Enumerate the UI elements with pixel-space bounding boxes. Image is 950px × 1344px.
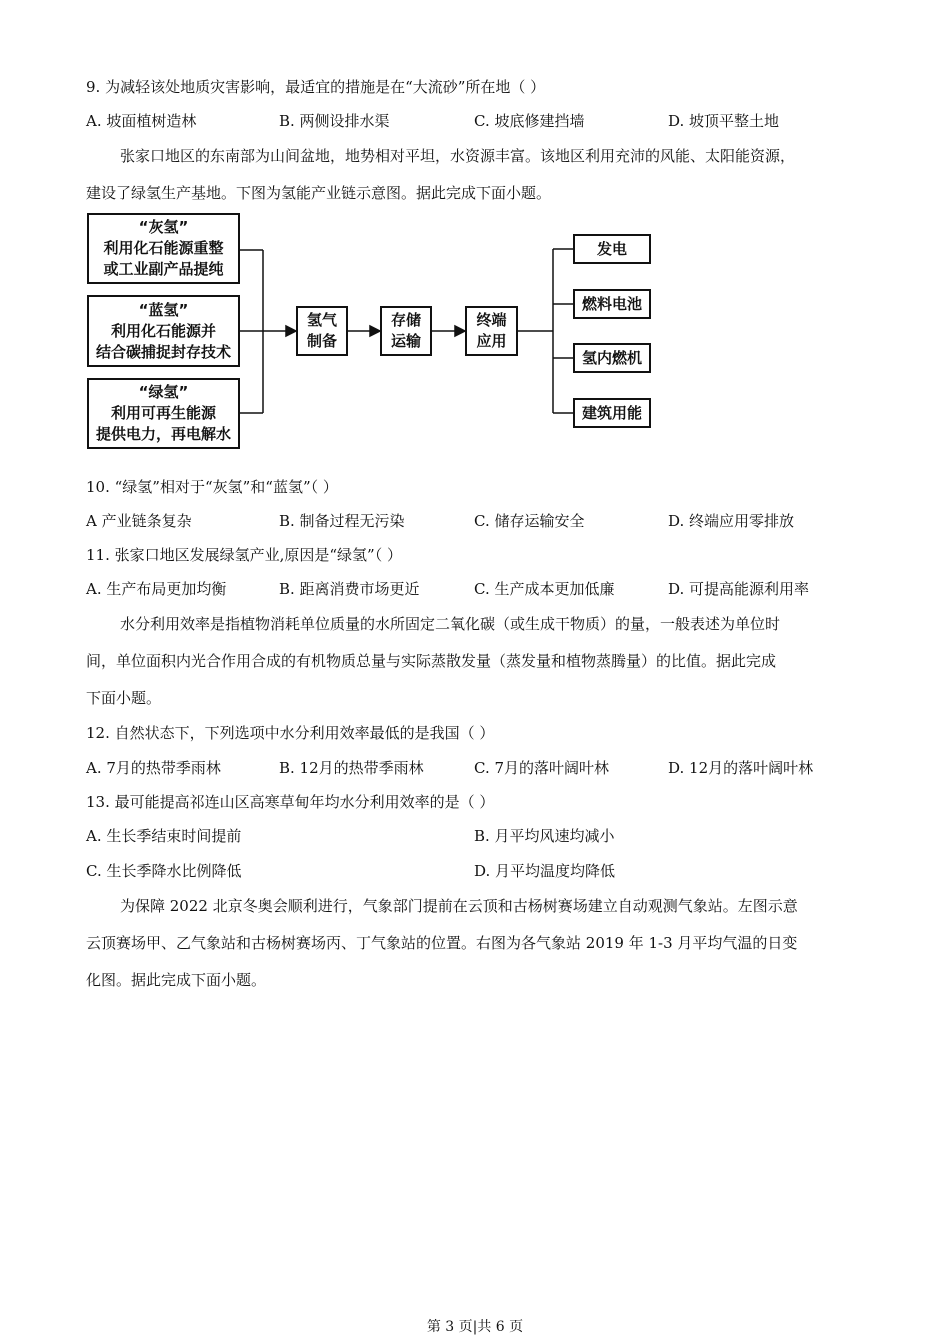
grey-hydrogen-name: “灰氢” [138, 218, 189, 236]
source-box-blue-hydrogen [87, 295, 240, 367]
step-box-production [296, 306, 348, 356]
q9-option-d: D. 坡顶平整土地 [668, 112, 780, 130]
q13-option-c: C. 生长季降水比例降低 [86, 862, 242, 880]
passage1-line-1: 张家口地区的东南部为山间盆地，地势相对平坦，水资源丰富。该地区利用充沛的风能、太阳能资源， [120, 147, 796, 165]
green-hydrogen-line-1: 利用可再生能源 [110, 404, 216, 422]
blue-hydrogen-line-2: 结合碳捕捉封存技术 [95, 342, 231, 361]
source-box-grey-hydrogen [87, 213, 240, 284]
q10-option-c: C. 储存运输安全 [474, 512, 585, 530]
passage3-line-2: 云顶赛场甲、乙气象站和古杨树赛场丙、丁气象站的位置。右图为各气象站 2019 年 1-3 月平均气温的日变 [86, 934, 798, 952]
q12-option-b: B. 12月的热带季雨林 [279, 759, 424, 777]
q11-option-a: A. 生产布局更加均衡 [86, 580, 227, 598]
blue-hydrogen-line-1: 利用化石能源并 [110, 321, 216, 340]
use-box-hydrogen-engine: 氢内燃机 [573, 343, 651, 373]
q13-option-d: D. 月平均温度均降低 [474, 862, 616, 880]
passage2-line-2: 间，单位面积内光合作用合成的有机物质总量与实际蒸散发量（蒸发量和植物蒸腾量）的比值。据此完成 [86, 652, 777, 670]
passage3-line-3: 化图。据此完成下面小题。 [86, 971, 267, 989]
q10-option-a: A 产业链条复杂 [86, 512, 192, 530]
q12-option-a: A. 7月的热带季雨林 [86, 759, 221, 777]
q11-stem: 11. 张家口地区发展绿氢产业,原因是“绿氢”（ ） [86, 546, 402, 564]
step-box-terminal-application [465, 306, 518, 356]
q10-option-b: B. 制备过程无污染 [279, 512, 405, 530]
green-hydrogen-line-2: 提供电力，再电解水 [95, 425, 231, 443]
use-box-power-generation: 发电 [573, 234, 651, 264]
passage1-line-2: 建设了绿氢生产基地。下图为氢能产业链示意图。据此完成下面小题。 [86, 184, 552, 202]
grey-hydrogen-line-2: 或工业副产品提纯 [103, 260, 224, 278]
blue-hydrogen-name: “蓝氢” [138, 300, 189, 319]
q11-option-d: D. 可提高能源利用率 [668, 580, 810, 598]
page-number: 第 3 页|共 6 页 [426, 1319, 524, 1335]
use-box-building-energy: 建筑用能 [573, 398, 651, 428]
use-box-fuel-cell: 燃料电池 [573, 289, 651, 319]
grey-hydrogen-line-1: 利用化石能源重整 [103, 239, 224, 257]
passage3-line-1: 为保障 2022 北京冬奥会顺利进行，气象部门提前在云顶和古杨树赛场建立自动观测气象站。左图示意 [120, 897, 798, 915]
q10-stem: 10. “绿氢”相对于“灰氢”和“蓝氢”（ ） [86, 478, 338, 496]
step-storage-line-2: 运输 [390, 332, 421, 350]
step-terminal-line-1: 终端 [476, 311, 507, 329]
q13-option-b: B. 月平均风速均减小 [474, 827, 615, 845]
q10-option-d: D. 终端应用零排放 [668, 512, 795, 530]
step-production-line-1: 氢气 [306, 311, 337, 329]
step-box-storage-transport [380, 306, 432, 356]
passage2-line-1: 水分利用效率是指植物消耗单位质量的水所固定二氧化碳（或生成干物质）的量，一般表述为单位时 [120, 615, 781, 633]
source-box-green-hydrogen [87, 378, 240, 449]
q11-option-b: B. 距离消费市场更近 [279, 580, 420, 598]
step-terminal-line-2: 应用 [476, 332, 507, 350]
q12-option-c: C. 7月的落叶阔叶林 [474, 759, 610, 777]
q9-stem: 9. 为减轻该处地质灾害影响，最适宜的措施是在“大流砂”所在地（ ） [86, 78, 546, 96]
q11-option-c: C. 生产成本更加低廉 [474, 580, 615, 598]
step-production-line-2: 制备 [306, 332, 337, 350]
q9-option-b: B. 两侧设排水渠 [279, 112, 390, 130]
q13-stem: 13. 最可能提高祁连山区高寒草甸年均水分利用效率的是（ ） [86, 793, 495, 811]
q9-option-a: A. 坡面植树造林 [86, 112, 197, 130]
q13-option-a: A. 生长季结束时间提前 [86, 827, 242, 845]
q9-option-c: C. 坡底修建挡墙 [474, 112, 585, 130]
q12-option-d: D. 12月的落叶阔叶林 [668, 759, 814, 777]
step-storage-line-1: 存储 [390, 311, 421, 329]
green-hydrogen-name: “绿氢” [138, 383, 189, 401]
q12-stem: 12. 自然状态下，下列选项中水分利用效率最低的是我国（ ） [86, 724, 495, 742]
passage2-line-3: 下面小题。 [86, 689, 162, 707]
